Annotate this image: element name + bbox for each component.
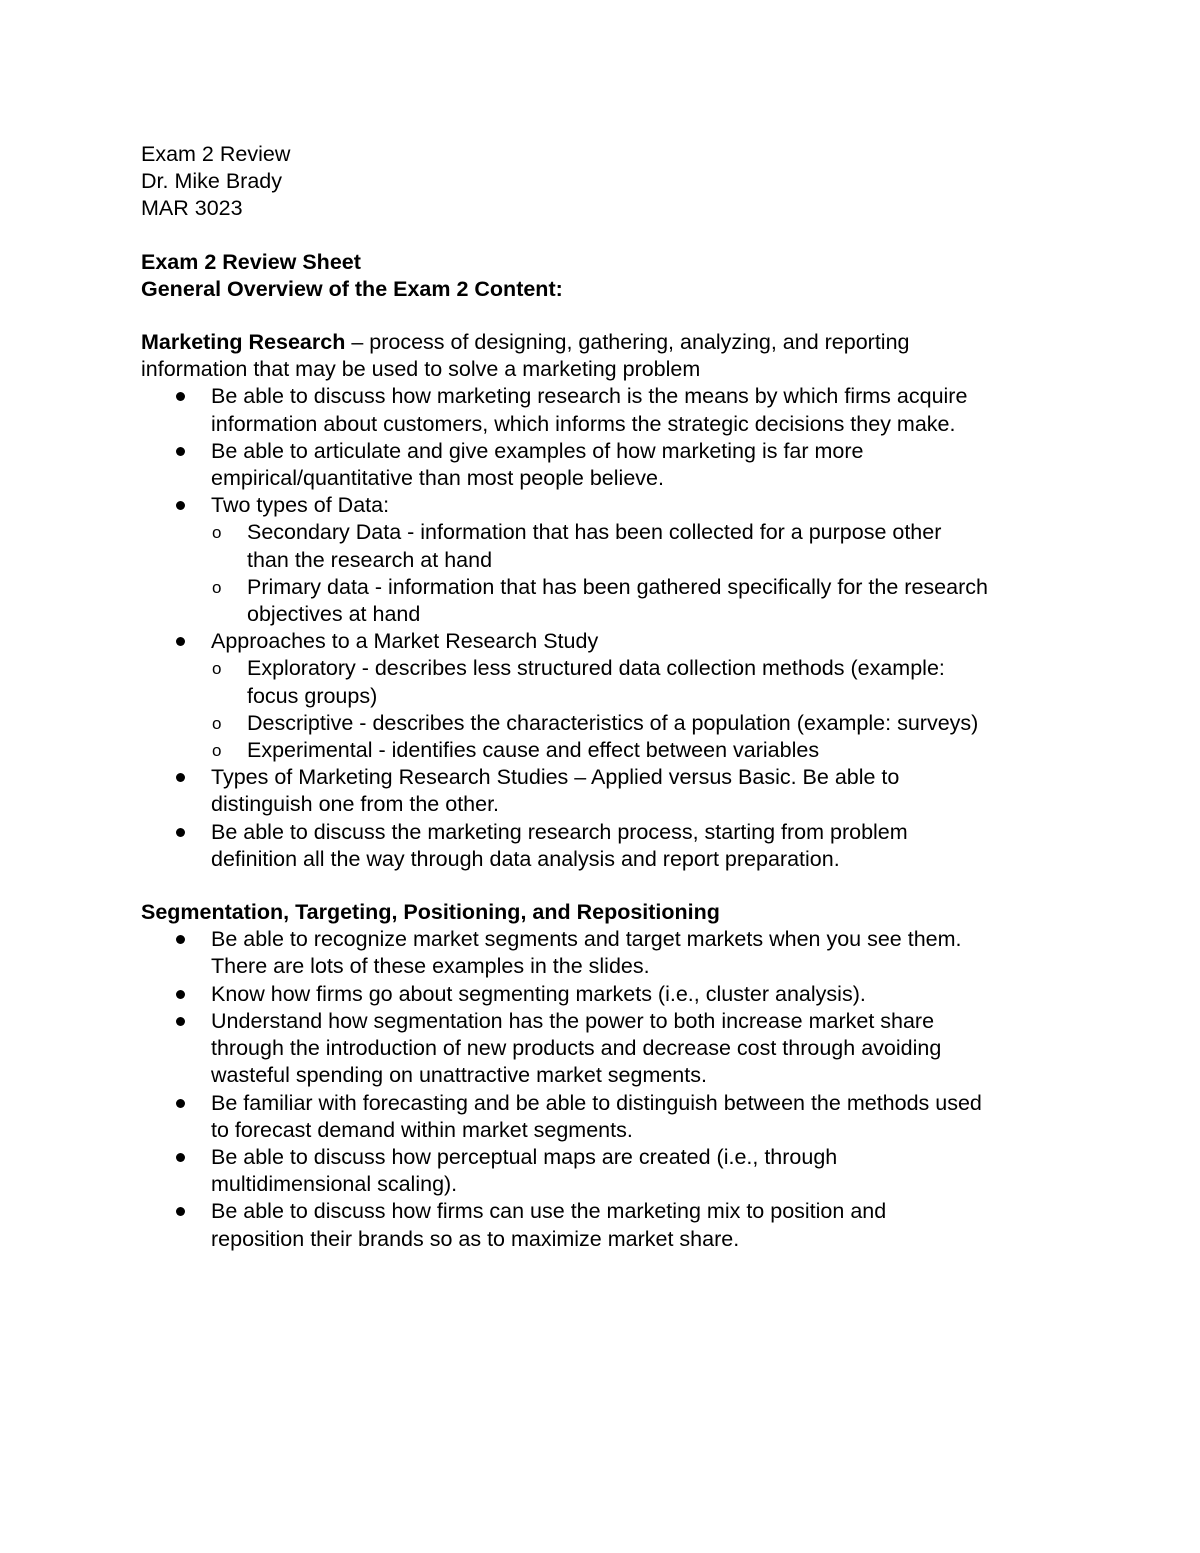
list-item-text: Be able to discuss how marketing research is the means by which firms acquire [211, 384, 968, 409]
list-item [141, 1090, 1081, 1144]
list-item-text: multidimensional scaling). [211, 1172, 458, 1197]
bullet-dot-icon [176, 773, 185, 782]
bullet-dot-icon [176, 1207, 185, 1216]
bullet-list [141, 926, 1081, 1252]
sub-list-item-text: objectives at hand [247, 602, 421, 627]
list-item-text: Be able to articulate and give examples of how marketing is far more [211, 438, 864, 463]
circle-bullet-icon: o [212, 577, 222, 597]
list-item-text: Types of Marketing Research Studies – Applied versus Basic. Be able to [211, 765, 900, 790]
list-item [141, 1198, 1081, 1252]
list-item-text: reposition their brands so as to maximize market share. [211, 1226, 740, 1251]
list-item [141, 383, 1081, 437]
sub-list-item-text: focus groups) [247, 683, 378, 708]
list-item [141, 628, 1081, 764]
document-title: Exam 2 Review Sheet [141, 249, 361, 274]
document-content [141, 141, 1081, 1253]
list-item-text: Be able to discuss how perceptual maps are created (i.e., through [211, 1144, 838, 1169]
spacer [141, 303, 1081, 329]
bullet-dot-icon [176, 1099, 185, 1108]
section-intro [141, 329, 1081, 356]
sub-list-item-text: than the research at hand [247, 547, 493, 572]
sub-bullet-list [211, 519, 1081, 628]
spacer [141, 223, 1081, 249]
list-item-text: Understand how segmentation has the power to both increase market share [211, 1008, 935, 1033]
list-item-text: Be familiar with forecasting and be able to distinguish between the methods used [211, 1090, 982, 1115]
spacer [141, 873, 1081, 899]
circle-bullet-icon: o [212, 741, 222, 761]
bullet-dot-icon [176, 1017, 185, 1026]
sub-list-item [211, 655, 1081, 709]
sub-list-item-text: Primary data - information that has been gathered specifically for the research [247, 574, 988, 599]
sub-list-item [211, 737, 1081, 764]
section-heading: Marketing Research [141, 330, 346, 355]
sub-list-item [211, 710, 1081, 737]
sub-list-item [211, 519, 1081, 573]
list-item-text: through the introduction of new products and decrease cost through avoiding [211, 1036, 942, 1061]
list-item-text: empirical/quantitative than most people believe. [211, 466, 664, 491]
sub-list-item-text: Descriptive - describes the characteristics of a population (example: surveys) [247, 710, 979, 735]
list-item-text: Approaches to a Market Research Study [211, 629, 599, 654]
header-course-title: Exam 2 Review [141, 142, 291, 166]
bullet-dot-icon [176, 828, 185, 837]
bullet-dot-icon [176, 935, 185, 944]
circle-bullet-icon: o [212, 523, 222, 543]
list-item-text: Be able to discuss how firms can use the marketing mix to position and [211, 1199, 887, 1224]
list-item [141, 819, 1081, 873]
list-item-text: Be able to discuss the marketing research process, starting from problem [211, 819, 908, 844]
section-definition: – process of designing, gathering, analyzing, and reporting [345, 330, 910, 355]
header-instructor: Dr. Mike Brady [141, 169, 282, 194]
document-subtitle: General Overview of the Exam 2 Content: [141, 276, 563, 301]
list-item [141, 764, 1081, 818]
bullet-dot-icon [176, 637, 185, 646]
bullet-dot-icon [176, 392, 185, 401]
list-item-text: Be able to recognize market segments and target markets when you see them. [211, 927, 962, 952]
list-item-text: Know how firms go about segmenting markets (i.e., cluster analysis). [211, 981, 866, 1006]
circle-bullet-icon: o [212, 713, 222, 733]
list-item-text: There are lots of these examples in the slides. [211, 954, 650, 979]
list-item [141, 926, 1081, 980]
list-item-text: definition all the way through data analysis and report preparation. [211, 846, 840, 871]
sub-list-item-text: Exploratory - describes less structured data collection methods (example: [247, 656, 945, 681]
list-item-text: information about customers, which informs the strategic decisions they make. [211, 411, 956, 436]
sub-list-item-text: Experimental - identifies cause and effect between variables [247, 738, 820, 763]
bullet-dot-icon [176, 990, 185, 999]
list-item [141, 438, 1081, 492]
list-item [141, 492, 1081, 628]
section-definition-cont: information that may be used to solve a marketing problem [141, 357, 701, 382]
sub-list-item [211, 574, 1081, 628]
circle-bullet-icon: o [212, 659, 222, 679]
sub-list-item-text: Secondary Data - information that has been collected for a purpose other [247, 520, 942, 545]
list-item-text: to forecast demand within market segments. [211, 1117, 633, 1142]
bullet-dot-icon [176, 501, 185, 510]
list-item-text: Two types of Data: [211, 493, 390, 518]
list-item [141, 1008, 1081, 1090]
bullet-list [141, 383, 1081, 873]
bullet-dot-icon [176, 447, 185, 456]
bullet-dot-icon [176, 1153, 185, 1162]
list-item [141, 981, 1081, 1008]
section-marketing-research [141, 329, 1081, 873]
section-heading: Segmentation, Targeting, Positioning, and Repositioning [141, 900, 720, 925]
list-item-text: wasteful spending on unattractive market segments. [211, 1063, 707, 1088]
list-item-text: distinguish one from the other. [211, 792, 500, 817]
header-course-code: MAR 3023 [141, 196, 243, 221]
section-segmentation [141, 899, 1081, 1253]
list-item [141, 1144, 1081, 1198]
sub-bullet-list [211, 655, 1081, 764]
